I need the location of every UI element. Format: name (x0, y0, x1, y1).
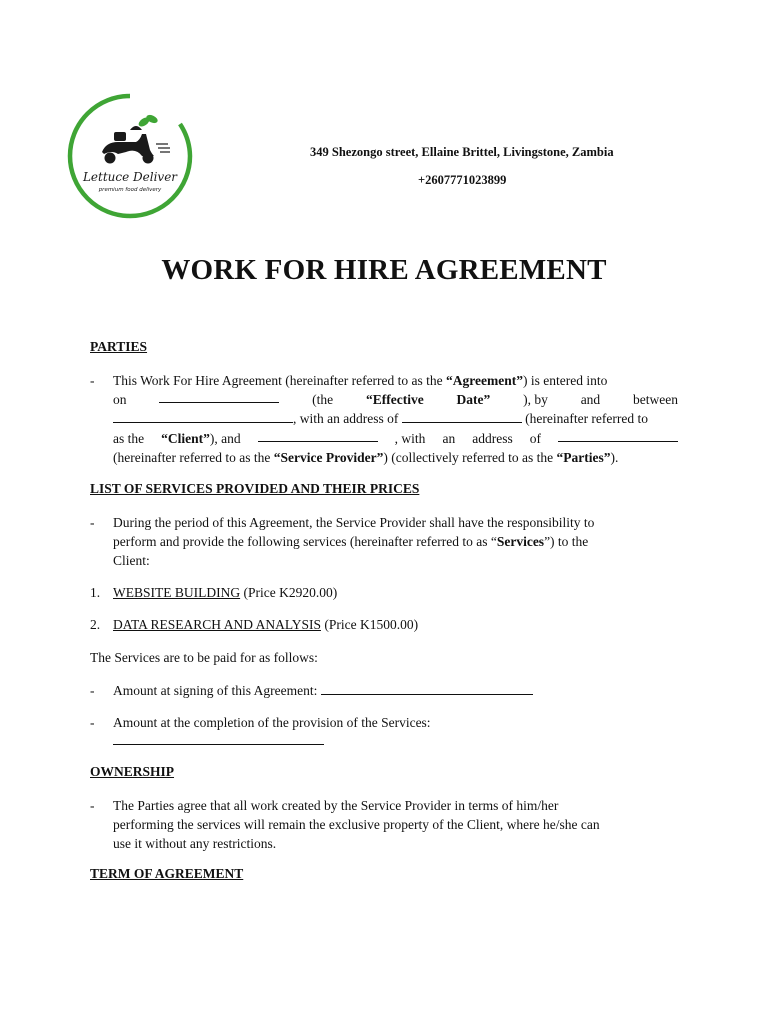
payment-completion: Amount at the completion of the provision of the Services: (113, 715, 431, 730)
parties-paragraph (113, 371, 678, 467)
service-item-number: 2. (90, 617, 101, 632)
service-item-number: 1. (90, 585, 101, 600)
completion-amount-blank[interactable] (113, 732, 324, 750)
client-address-blank[interactable] (402, 410, 522, 423)
effective-date-blank[interactable] (159, 390, 279, 403)
client-name-blank[interactable] (113, 410, 293, 423)
ownership-line-1: The Parties agree that all work created by the Service Provider in terms of him/her (113, 798, 559, 813)
parties-line-4: as the “Client”), and , with an address of (113, 429, 678, 448)
parties-bullet: - (90, 373, 95, 388)
company-phone: +2607771023899 (418, 173, 507, 187)
services-heading: LIST OF SERVICES PROVIDED AND THEIR PRICES (90, 481, 420, 496)
payment-bullet: - (90, 715, 95, 730)
company-logo (66, 92, 194, 220)
services-bullet: - (90, 515, 95, 530)
provider-address-blank[interactable] (558, 429, 678, 442)
service-item: WEBSITE BUILDING (Price K2920.00) (113, 585, 338, 600)
ownership-line-2: performing the services will remain the exclusive property of the Client, where he/she can (113, 817, 600, 833)
ownership-bullet: - (90, 798, 95, 813)
term-heading: TERM OF AGREEMENT (90, 866, 244, 881)
service-item: DATA RESEARCH AND ANALYSIS (Price K1500.00) (113, 617, 419, 632)
services-paragraph (113, 513, 678, 571)
payment-signing: Amount at signing of this Agreement: (113, 681, 533, 700)
ownership-heading: OWNERSHIP (90, 764, 175, 779)
provider-name-blank[interactable] (258, 429, 378, 442)
ownership-paragraph (113, 796, 678, 854)
company-address: 349 Shezongo street, Ellaine Brittel, Livingstone, Zambia (310, 145, 614, 159)
logo-text: Lettuce Deliver (82, 170, 178, 184)
services-line-3: Client: (113, 553, 150, 569)
payment-bullet: - (90, 683, 95, 698)
parties-heading: PARTIES (90, 339, 148, 354)
parties-line-5: (hereinafter referred to as the “Service Provider”) (collectively referred to as the “Parties”). (113, 449, 619, 465)
parties-line-2: on (the “Effective Date” ), by and between (113, 392, 678, 408)
parties-line-3: , with an address of (hereinafter referred to (113, 409, 678, 428)
logo-tagline: premium food delivery (98, 187, 162, 193)
payment-intro: The Services are to be paid for as follows: (90, 650, 318, 665)
parties-line-1: This Work For Hire Agreement (hereinafter referred to as the “Agreement”) is entered into (113, 373, 608, 388)
document-title: WORK FOR HIRE AGREEMENT (161, 254, 607, 286)
signing-amount-blank[interactable] (321, 682, 533, 695)
services-line-2: perform and provide the following services (hereinafter referred to as “Services”) to the (113, 534, 589, 550)
ownership-line-3: use it without any restrictions. (113, 836, 277, 852)
services-line-1: During the period of this Agreement, the Service Provider shall have the responsibility to (113, 515, 595, 530)
